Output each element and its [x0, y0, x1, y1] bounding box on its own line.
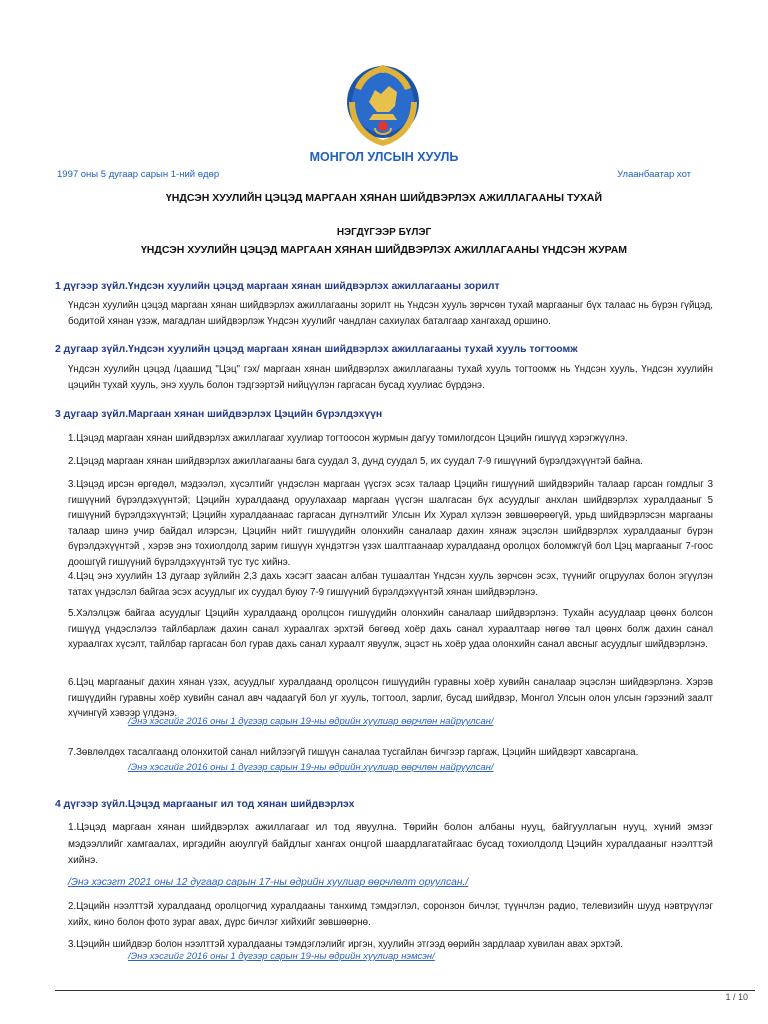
amendment-link[interactable]: /Энэ хэсгийг 2016 оны 1 дүгээр сарын 19-ны өдрийн хуулиар өөрчлөн найруулсан/	[128, 762, 494, 773]
part-label: НЭГДҮГЭЭР БҮЛЭГ	[336, 227, 432, 238]
document-title: ҮНДСЭН ХУУЛИЙН ЦЭЦЭД МАРГААН ХЯНАН ШИЙДВЭРЛЭХ АЖИЛЛАГААНЫ ТУХАЙ	[165, 192, 603, 204]
law-title: МОНГОЛ УЛСЫН ХУУЛЬ	[309, 150, 459, 164]
article-heading: 3 дугаар зүйл.Маргаан хянан шийдвэрлэх Цэцийн бүрэлдэхүүн	[55, 409, 383, 420]
article-paragraph: 2.Цэцэд маргаан хянан шийдвэрлэх ажиллагааны бага суудал 3, дунд суудал 5, их суудал 7-9 гишүүний бүрэлдэхүүнтэй байна.	[68, 456, 643, 467]
article-paragraph: 1.Цэцэд маргаан хянан шийдвэрлэх ажиллагааг хуулиар тогтоосон журмын дагуу томилогдсон Цэцийн гишүүд хэрэгжүүлнэ.	[68, 433, 628, 444]
footer-divider	[55, 990, 755, 991]
article-paragraph: 3.Цэцэд ирсэн өргөдөл, мэдээлэл, хүсэлтийг үндэслэн маргаан үүсгэх эсэх талаар Цэцийн гишүүний шийдвэрийн талаар гарсан гомдлыг 3 гишүүний бүрэлдэхүүнтэй; Цэцийн хуралдаанд оруулахаар маргаан үүсгэн шалгасан бүх асуудлыг анхлан шийдвэрлэх хуралдааныг 5 гишүүний бүрэлдэхүүнтэй; Цэцийн хуралдаанаас гаргасан дүгнэлтийг Улсын Их Хурал хүлээн зөвшөөрөөгүй, урьд шийдвэрлэсэн маргааны талаар шинэ учир байдал илэрсэн, Цэцийн нийт гишүүдийн олонхийн саналаар дахин хянаж эцэслэн шийдвэрлэх хуралдааныг бүрэн бүрэлдэхүүнтэй , хэрэв энэ тохиолдолд зарим гишүүн хүндэтгэн үзэх шалтгаанаар хуралдаанд оролцох боломжгүй бол Цэц маргааныг 7-гоос доошгүй гишүүний бүрэлдэхүүнтэй тус тус хийнэ.	[68, 479, 713, 568]
enactment-date: 1997 оны 5 дугаар сарын 1-ний өдөр	[57, 169, 220, 180]
article-paragraph: 4.Цэц энэ хуулийн 13 дугаар зүйлийн 2,3 дахь хэсэгт заасан албан тушаалтан Үндсэн хууль зөрчсөн эсэх, түүнийг огцруулах болон эгүүлэн татах үндэслэл байгаа эсэх асуудлыг их суудал буюу 7-9 гишүүний бүрэлдэхүүнтэй хянан шийдвэрлэнэ.	[68, 571, 713, 598]
article-paragraph: Үндсэн хуулийн цэцэд /цаашид "Цэц" гэх/ маргаан хянан шийдвэрлэх ажиллагааны тухай хууль тогтоомж нь Үндсэн хууль, Үндсэн хуулийн цэцийн тухай хууль, энэ хууль болон тэдгээртэй нийцүүлэн гаргасан бусад хуулиас бүрдэнэ.	[68, 364, 713, 391]
article-paragraph: 7.Зөвлөлдөх тасалгаанд олонхитой санал нийлээгүй гишүүн саналаа тусгайлан бичгээр гаргаж, Цэцийн шийдвэрт хавсаргана.	[68, 747, 639, 758]
amendment-link[interactable]: /Энэ хэсгийг 2016 оны 1 дүгээр сарын 19-ны өдрийн хуулиар өөрчлөн найруулсан/	[128, 716, 494, 727]
article-paragraph: 5.Хэлэлцэж байгаа асуудлыг Цэцийн хуралдаанд оролцсон гишүүдийн олонхийн саналаар шийдвэрлэнэ. Тухайн асуудлаар цөөнх болсон гишүүд үндэслэлээ тайлбарлаж дахин санал хураалгах эрхтэй бөгөөд хоёр дахь санал хураалтаар нөгөө тал цөөнх болж дахин санал хураалгах хүсэлт, тайлбар гаргасан бол гурав дахь санал хураалт явуулж, эцэст нь хоёр удаа олонхийн санал авсныг асуудлыг шийдвэрлэнэ.	[68, 608, 713, 650]
article-paragraph: 6.Цэц маргааныг дахин хянан үзэх, асуудлыг хуралдаанд оролцсон гишүүдийн гуравны хоёр хувийн саналаар эцэслэн шийдвэрлэнэ. Хэрэв гишүүдийн гуравны хоёр хувийн санал авч чадаагүй бол уг хууль, тогтоол, зарлиг, бусад шийдвэр, Монгол Улсын олон улсын гэрээний заалт хүчингүй хэвээр үлдэнэ.	[68, 677, 713, 719]
article-paragraph: Үндсэн хуулийн цэцэд маргаан хянан шийдвэрлэх ажиллагааны зорилт нь Үндсэн хууль зөрчсөн тухай маргааныг бүх талаас нь бүрэн гүйцэд, бодитой хянан үзэж, магадлан шийдвэрлэж Үндсэн хуулийг чандлан сахиулах баталгаар хангахад оршино.	[68, 300, 713, 327]
part-title: ҮНДСЭН ХУУЛИЙН ЦЭЦЭД МАРГААН ХЯНАН ШИЙДВЭРЛЭХ АЖИЛЛАГААНЫ ҮНДСЭН ЖУРАМ	[140, 244, 628, 256]
amendment-link[interactable]: /Энэ хэсгийг 2016 оны 1 дүгээр сарын 19-ны өдрийн хуулиар нэмсэн/	[128, 951, 435, 962]
article-heading: 4 дүгээр зүйл.Цэцэд маргааныг ил тод хянан шийдвэрлэх	[55, 799, 355, 810]
state-emblem-icon	[345, 62, 421, 148]
article-heading: 2 дугаар зүйл.Үндсэн хуулийн цэцэд маргаан хянан шийдвэрлэх ажиллагааны тухай хууль тогтоомж	[55, 344, 578, 355]
article-heading: 1 дүгээр зүйл.Үндсэн хуулийн цэцэд маргаан хянан шийдвэрлэх ажиллагааны зорилт	[55, 281, 500, 292]
article-paragraph: 3.Цэцийн шийдвэр болон нээлттэй хуралдааны тэмдэглэлийг иргэн, хуулийн этгээд өөрийн зардлаар хувилан авах эрхтэй.	[68, 939, 623, 950]
page-number: 1 / 10	[725, 992, 748, 1002]
article-paragraph: 2.Цэцийн нээлттэй хуралдаанд оролцогчид хуралдааны танхимд тэмдэглэл, соронзон бичлэг, түүнчлэн радио, телевизийн шууд нэвтрүүлэг хийх, кино болон фото зураг авах, дүрс бичлэг хийхийг зөвшөөрнө.	[68, 901, 713, 928]
amendment-link[interactable]: /Энэ хэсэгт 2021 оны 12 дугаар сарын 17-ны өдрийн хуулиар өөрчлөлт оруулсан./	[68, 877, 469, 888]
article-paragraph: 1.Цэцэд маргаан хянан шийдвэрлэх ажиллагааг ил тод явуулна. Төрийн болон албаны нууц, байгууллагын нууц, хүний эмзэг мэдээллийг хамгаалах, иргэдийн аюулгүй байдлыг хангах онцгой шаардлагатайгаас бусад тохиолдолд Цэцийн хуралдааныг нээлттэй хийнэ.	[68, 822, 713, 866]
enactment-city: Улаанбаатар хот	[617, 169, 691, 180]
